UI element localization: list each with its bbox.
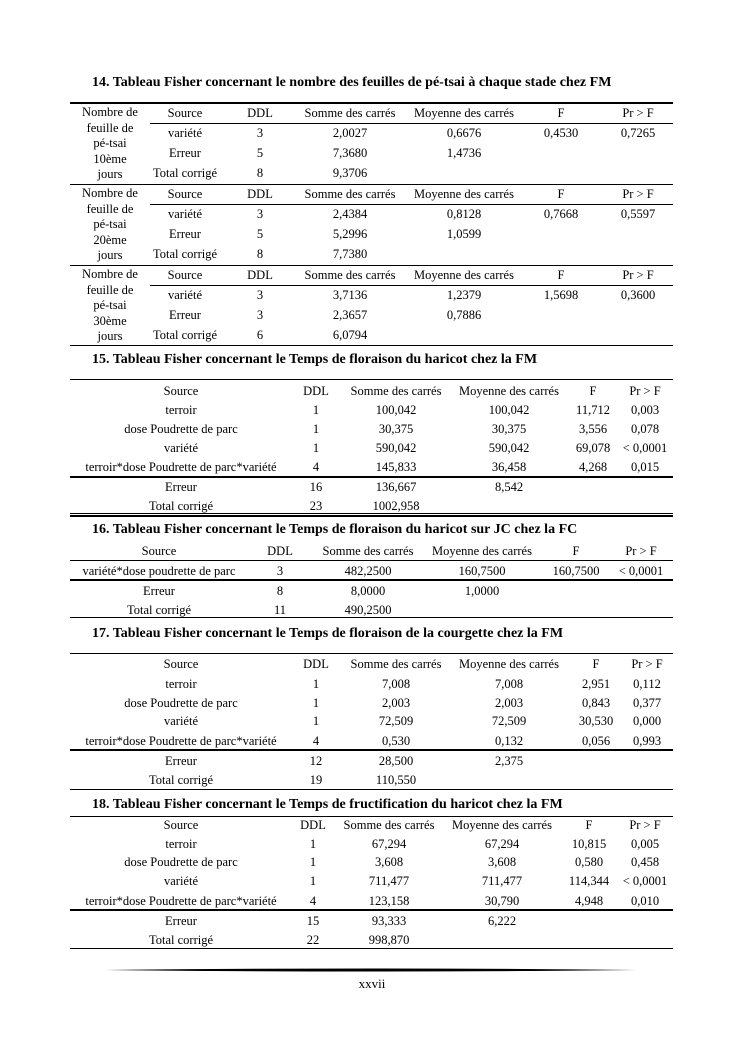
f-cell: 4,948: [574, 894, 604, 908]
block-label: [72, 105, 148, 183]
ss-cell: 136,667: [375, 480, 417, 494]
table-14-title: 14. Tableau Fisher concernant le nombre des feuilles de pé-tsai à chaque stade chez FM: [92, 75, 612, 90]
ddl-cell: 8: [276, 584, 284, 598]
block-label-line: feuille de: [86, 120, 134, 135]
source-cell: dose Poudrette de parc: [124, 855, 238, 869]
table-15-title: 15. Tableau Fisher concernant le Temps de floraison du haricot chez la FM: [92, 352, 538, 367]
p-cell: 0,993: [632, 734, 662, 748]
source-cell: Total corrigé: [152, 166, 218, 180]
ddl-cell: 1: [312, 422, 320, 436]
ddl-cell: 1: [312, 677, 320, 691]
column-header: Somme des carrés: [322, 544, 414, 558]
block-label-line: pé-tsai: [93, 298, 127, 313]
ss-cell: 145,833: [375, 460, 417, 474]
ss-cell: 490,2500: [344, 603, 392, 617]
block-label-line: 10ème: [93, 151, 127, 166]
block-label-line: pé-tsai: [93, 136, 127, 151]
ss-cell: 7,008: [381, 677, 411, 691]
ss-cell: 7,7380: [332, 247, 368, 261]
ddl-cell: 8: [256, 247, 264, 261]
f-cell: 4,268: [578, 460, 608, 474]
column-header: Pr > F: [629, 818, 661, 832]
ms-cell: 1,0599: [446, 227, 482, 241]
column-header: DDL: [247, 268, 273, 282]
column-header: Source: [167, 187, 203, 201]
source-cell: Erreur: [143, 584, 175, 598]
f-cell: 10,815: [571, 837, 607, 851]
source-cell: Total corrigé: [126, 603, 192, 617]
ss-cell: 3,7136: [332, 288, 368, 302]
block-label-line: jours: [97, 329, 123, 344]
source-cell: Erreur: [165, 480, 197, 494]
source-cell: variété: [167, 207, 203, 221]
source-cell: Total corrigé: [152, 328, 218, 342]
block-label-line: jours: [97, 248, 123, 263]
p-cell: 0,015: [630, 460, 660, 474]
column-header: DDL: [303, 657, 329, 671]
p-cell: 0,7265: [620, 126, 656, 140]
p-cell: 0,458: [630, 855, 660, 869]
ms-cell: 36,458: [491, 460, 527, 474]
ddl-cell: 1: [309, 855, 317, 869]
source-cell: Total corrigé: [148, 933, 214, 947]
column-header: Somme des carrés: [304, 106, 396, 120]
ms-cell: 0,7886: [446, 308, 482, 322]
source-cell: terroir*dose Poudrette de parc*variété: [85, 894, 277, 908]
column-header: Moyenne des carrés: [414, 268, 514, 282]
column-header: Somme des carrés: [304, 268, 396, 282]
ddl-cell: 3: [256, 288, 264, 302]
ddl-cell: 16: [309, 480, 323, 494]
block-label: [72, 267, 148, 345]
column-header: F: [557, 187, 565, 201]
column-header: Source: [141, 544, 177, 558]
table-rule: [70, 513, 673, 514]
p-cell: 0,377: [632, 696, 662, 710]
ddl-cell: 12: [309, 754, 323, 768]
ms-cell: 100,042: [488, 403, 530, 417]
table-rule: [70, 948, 673, 949]
source-cell: terroir*dose Poudrette de parc*variété: [85, 734, 277, 748]
table-rule: [70, 653, 673, 654]
ss-cell: 123,158: [368, 894, 410, 908]
f-cell: 0,580: [574, 855, 604, 869]
ss-cell: 9,3706: [332, 166, 368, 180]
column-header: Somme des carrés: [350, 657, 442, 671]
f-cell: 114,344: [568, 874, 610, 888]
ms-cell: 72,509: [491, 714, 527, 728]
column-header: F: [557, 106, 565, 120]
table-rule: [70, 102, 673, 104]
ddl-cell: 19: [309, 773, 323, 787]
source-cell: terroir*dose Poudrette de parc*variété: [85, 460, 277, 474]
table-rule: [70, 476, 673, 478]
source-cell: Erreur: [169, 227, 201, 241]
source-cell: variété: [163, 874, 199, 888]
source-cell: variété: [167, 288, 203, 302]
ss-cell: 28,500: [378, 754, 414, 768]
ddl-cell: 5: [256, 227, 264, 241]
f-cell: 0,7668: [543, 207, 579, 221]
block-label: [72, 186, 148, 264]
table-rule: [70, 265, 673, 266]
f-cell: 0,056: [581, 734, 611, 748]
block-label-line: feuille de: [86, 201, 134, 216]
table-16-title: 16. Tableau Fisher concernant le Temps de floraison du haricot sur JC chez la FC: [92, 522, 578, 537]
column-header: F: [557, 268, 565, 282]
ss-cell: 5,2996: [332, 227, 368, 241]
block-label-line: jours: [97, 167, 123, 182]
f-cell: 11,712: [576, 403, 610, 417]
f-cell: 30,530: [578, 714, 614, 728]
footer-rule: [105, 968, 640, 972]
ms-cell: 30,790: [484, 894, 520, 908]
block-label-line: 30ème: [93, 313, 127, 328]
table-rule: [70, 515, 673, 517]
ddl-cell: 3: [256, 308, 264, 322]
ss-cell: 711,477: [368, 874, 410, 888]
column-header: Somme des carrés: [304, 187, 396, 201]
f-cell: 0,843: [581, 696, 611, 710]
ddl-cell: 1: [309, 874, 317, 888]
column-header: Source: [167, 106, 203, 120]
block-label-line: 20ème: [93, 232, 127, 247]
ms-cell: 67,294: [484, 837, 520, 851]
ss-cell: 998,870: [368, 933, 410, 947]
ss-cell: 93,333: [371, 914, 407, 928]
ddl-cell: 8: [256, 166, 264, 180]
column-header: Moyenne des carrés: [432, 544, 532, 558]
column-header: Pr > F: [622, 106, 654, 120]
source-cell: terroir: [165, 403, 197, 417]
ms-cell: 0,6676: [446, 126, 482, 140]
ms-cell: 30,375: [491, 422, 527, 436]
p-cell: 0,003: [630, 403, 660, 417]
table-rule: [70, 345, 673, 346]
ddl-cell: 4: [312, 460, 320, 474]
table-rule: [150, 285, 673, 286]
f-cell: 1,5698: [543, 288, 579, 302]
ss-cell: 7,3680: [332, 146, 368, 160]
ddl-cell: 4: [312, 734, 320, 748]
p-cell: 0,112: [633, 677, 661, 691]
column-header: Somme des carrés: [343, 818, 435, 832]
ss-cell: 0,530: [381, 734, 411, 748]
block-label-line: Nombre de: [82, 105, 138, 119]
table-18-title: 18. Tableau Fisher concernant le Temps de fructification du haricot chez la FM: [92, 797, 563, 812]
p-cell: 0,010: [630, 894, 660, 908]
ms-cell: 0,132: [494, 734, 524, 748]
ss-cell: 72,509: [378, 714, 414, 728]
column-header: Source: [163, 384, 199, 398]
column-header: Moyenne des carrés: [459, 657, 559, 671]
ms-cell: 0,8128: [446, 207, 482, 221]
column-header: Source: [167, 268, 203, 282]
source-cell: Total corrigé: [152, 247, 218, 261]
p-cell: 0,000: [632, 714, 662, 728]
f-cell: 2,951: [581, 677, 611, 691]
ss-cell: 2,003: [381, 696, 411, 710]
p-cell: < 0,0001: [622, 441, 668, 455]
table-rule: [70, 816, 673, 817]
column-header: Moyenne des carrés: [452, 818, 552, 832]
ddl-cell: 22: [306, 933, 320, 947]
ss-cell: 67,294: [371, 837, 407, 851]
ddl-cell: 11: [273, 603, 287, 617]
ddl-cell: 15: [306, 914, 320, 928]
p-cell: 0,5597: [620, 207, 656, 221]
ddl-cell: 23: [309, 499, 323, 513]
source-cell: Erreur: [165, 754, 197, 768]
source-cell: variété*dose poudrette de parc: [82, 564, 236, 578]
ddl-cell: 3: [256, 126, 264, 140]
column-header: DDL: [300, 818, 326, 832]
f-cell: 69,078: [575, 441, 611, 455]
column-header: Moyenne des carrés: [414, 106, 514, 120]
column-header: Pr > F: [622, 187, 654, 201]
ms-cell: 590,042: [488, 441, 530, 455]
source-cell: terroir: [165, 677, 197, 691]
column-header: F: [592, 657, 600, 671]
ddl-cell: 1: [309, 837, 317, 851]
column-header: DDL: [303, 384, 329, 398]
column-header: DDL: [267, 544, 293, 558]
ss-cell: 100,042: [375, 403, 417, 417]
ms-cell: 1,2379: [446, 288, 482, 302]
ss-cell: 30,375: [378, 422, 414, 436]
ss-cell: 590,042: [375, 441, 417, 455]
ss-cell: 2,3657: [332, 308, 368, 322]
table-rule: [70, 379, 673, 380]
ss-cell: 2,4384: [332, 207, 368, 221]
column-header: Pr > F: [631, 657, 663, 671]
ddl-cell: 1: [312, 696, 320, 710]
ss-cell: 6,0794: [332, 328, 368, 342]
ms-cell: 3,608: [487, 855, 517, 869]
ddl-cell: 1: [312, 714, 320, 728]
source-cell: Erreur: [169, 146, 201, 160]
table-rule: [70, 560, 673, 561]
ddl-cell: 3: [276, 564, 284, 578]
f-cell: 0,4530: [543, 126, 579, 140]
ms-cell: 2,375: [494, 754, 524, 768]
block-label-line: feuille de: [86, 282, 134, 297]
column-header: Pr > F: [622, 268, 654, 282]
table-rule: [70, 909, 673, 911]
source-cell: dose Poudrette de parc: [124, 422, 238, 436]
source-cell: terroir: [165, 837, 197, 851]
ms-cell: 1,0000: [464, 584, 500, 598]
table-17-title: 17. Tableau Fisher concernant le Temps de floraison de la courgette chez la FM: [92, 626, 564, 641]
column-header: Moyenne des carrés: [414, 187, 514, 201]
ddl-cell: 1: [312, 403, 320, 417]
source-cell: Erreur: [169, 308, 201, 322]
p-cell: 0,005: [630, 837, 660, 851]
ms-cell: 8,542: [494, 480, 524, 494]
source-cell: variété: [163, 441, 199, 455]
column-header: Source: [163, 657, 199, 671]
ss-cell: 2,0027: [332, 126, 368, 140]
ddl-cell: 5: [256, 146, 264, 160]
column-header: F: [572, 544, 580, 558]
ms-cell: 711,477: [481, 874, 523, 888]
column-header: F: [589, 384, 597, 398]
block-label-line: Nombre de: [82, 267, 138, 281]
block-label-line: Nombre de: [82, 186, 138, 200]
page-number: xxvii: [358, 976, 386, 991]
p-cell: < 0,0001: [622, 874, 668, 888]
source-cell: dose Poudrette de parc: [124, 696, 238, 710]
ddl-cell: 6: [256, 328, 264, 342]
f-cell: 3,556: [578, 422, 608, 436]
p-cell: 0,078: [630, 422, 660, 436]
table-rule: [70, 749, 673, 751]
ss-cell: 1002,958: [372, 499, 420, 513]
column-header: Pr > F: [629, 384, 661, 398]
table-rule: [150, 204, 673, 205]
column-header: Somme des carrés: [350, 384, 442, 398]
source-cell: Total corrigé: [148, 773, 214, 787]
source-cell: Erreur: [165, 914, 197, 928]
ms-cell: 7,008: [494, 677, 524, 691]
table-rule: [150, 123, 673, 124]
column-header: DDL: [247, 106, 273, 120]
ss-cell: 8,0000: [350, 584, 386, 598]
ddl-cell: 1: [312, 441, 320, 455]
ss-cell: 3,608: [374, 855, 404, 869]
ms-cell: 6,222: [487, 914, 517, 928]
ms-cell: 2,003: [494, 696, 524, 710]
p-cell: < 0,0001: [618, 564, 664, 578]
table-rule: [70, 579, 673, 581]
source-cell: Total corrigé: [148, 499, 214, 513]
ms-cell: 160,7500: [458, 564, 506, 578]
block-label-line: pé-tsai: [93, 217, 127, 232]
ddl-cell: 3: [256, 207, 264, 221]
source-cell: variété: [163, 714, 199, 728]
table-rule: [70, 617, 673, 618]
ss-cell: 110,550: [375, 773, 417, 787]
source-cell: variété: [167, 126, 203, 140]
column-header: F: [585, 818, 593, 832]
ms-cell: 1,4736: [446, 146, 482, 160]
ss-cell: 482,2500: [344, 564, 392, 578]
table-rule: [70, 789, 673, 790]
column-header: Source: [163, 818, 199, 832]
p-cell: 0,3600: [620, 288, 656, 302]
ddl-cell: 4: [309, 894, 317, 908]
column-header: Moyenne des carrés: [459, 384, 559, 398]
table-rule: [70, 184, 673, 185]
column-header: DDL: [247, 187, 273, 201]
column-header: Pr > F: [625, 544, 657, 558]
f-cell: 160,7500: [552, 564, 600, 578]
